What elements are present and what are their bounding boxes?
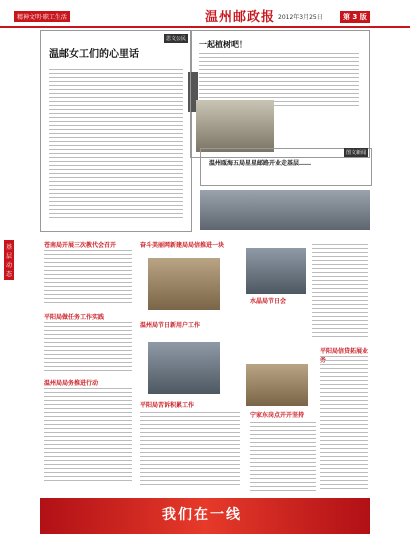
- lower-articles: [40, 236, 370, 496]
- article-body: [250, 422, 316, 494]
- article-tag: 思文公民: [165, 36, 186, 42]
- event-photo: [148, 258, 220, 310]
- article-title: 平阳局信贷拓展业: [320, 348, 369, 355]
- event-photo: [246, 364, 308, 406]
- vertical-section-label: 基层动态: [4, 240, 14, 280]
- article-body: [44, 322, 132, 374]
- mid-right-article: [200, 148, 372, 186]
- tree-planting-photo: [196, 100, 274, 152]
- article-body: [320, 356, 368, 492]
- article-tag: 图文新闻: [345, 150, 366, 156]
- group-photo: [200, 190, 370, 230]
- page-number: 第 3 版: [340, 11, 370, 23]
- article-title: 温州局局务推进行动: [44, 380, 99, 387]
- article-body: [44, 388, 132, 484]
- article-title: 平阳局苦诉积累工作: [140, 402, 195, 409]
- article-title: 一起植树吧！: [199, 40, 247, 49]
- footer-banner: [40, 498, 370, 534]
- article-title: 温州局节日新用户工作: [140, 322, 201, 329]
- newspaper-header: [0, 0, 410, 28]
- article-body: [44, 250, 132, 306]
- article-title: 温邮女工们的心里话: [49, 49, 139, 60]
- article-title: 苍南局开展三次教代会召开: [44, 242, 117, 249]
- article-body: [140, 412, 240, 488]
- article-title: 平阳局做任务工作实践: [44, 314, 105, 321]
- article-body: [49, 69, 183, 221]
- article-title: 水晶局节日会: [250, 298, 287, 305]
- article-title: 温州瓯海五局星星邮路开业走基层……: [209, 160, 312, 167]
- event-photo: [148, 342, 220, 394]
- section-label: 精神文明·职工生活: [14, 11, 70, 22]
- issue-date: 2012年3月25日: [278, 14, 323, 21]
- masthead: 温州邮政报: [205, 10, 276, 25]
- article-title: 宁家东岗点开开坚持: [250, 412, 305, 419]
- article-title: 奋斗美丽网新建局局信推进一块: [140, 242, 225, 249]
- article-body: [312, 244, 368, 340]
- event-photo: [246, 248, 306, 294]
- top-article: [40, 30, 192, 232]
- banner-text: 我们在一线: [162, 507, 242, 523]
